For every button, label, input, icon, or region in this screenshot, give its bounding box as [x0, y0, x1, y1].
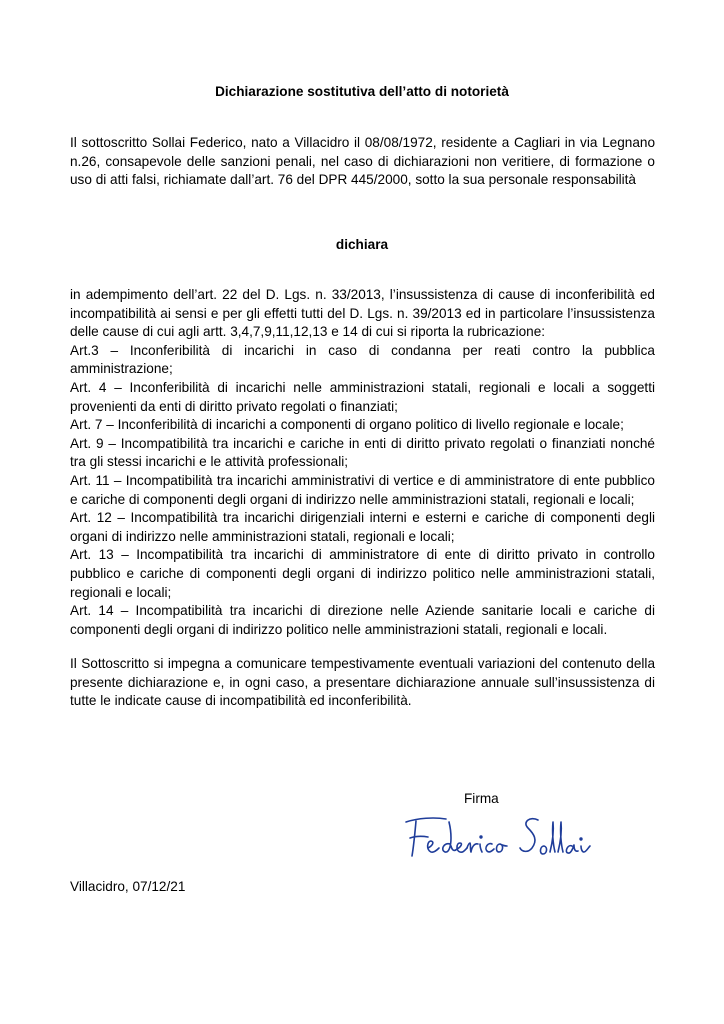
place-and-date: Villacidro, 07/12/21 — [70, 879, 186, 894]
closing-paragraph: Il Sottoscritto si impegna a comunicare tempestivamente eventuali variazioni del contenuto della presente dichiarazione e, in ogni caso, a presentare dichiarazione annuale sull’insussistenza di tutte le indicate cause di incompatibilità ed inconferibilità. — [70, 656, 655, 709]
document-title: Dichiarazione sostitutiva dell’atto di notorietà — [215, 84, 509, 99]
article-item: Art. 7 – Inconferibilità di incarichi a componenti di organo politico di livello regionale e locale; — [70, 417, 624, 433]
handwritten-signature — [398, 808, 598, 870]
body-intro: in adempimento dell’art. 22 del D. Lgs. n. 33/2013, l’insussistenza di cause di inconferibilità ed incompatibilità ai sensi e per gli effetti tutti del D. Lgs. n. 39/2013 ed in particolare l’insussistenza delle cause di cui agli artt. 3,4,7,9,11,12,13 e 14 di cui si riporta la rubricazione: — [70, 287, 655, 340]
article-item: Art. 4 – Inconferibilità di incarichi nelle amministrazioni statali, regionali e locali a soggetti provenienti da enti di diritto privato regolati o finanziati; — [70, 379, 655, 414]
article-item: Art. 14 – Incompatibilità tra incarichi di direzione nelle Aziende sanitarie locali e cariche di componenti degli organi di indirizzo politico nelle amministrazioni statali, regionali e locali. — [70, 603, 655, 637]
signature-label: Firma — [464, 791, 499, 806]
declaration-heading: dichiara — [335, 237, 389, 252]
article-item: Art. 12 – Incompatibilità tra incarichi dirigenziali interni e esterni e cariche di componenti degli organi di indirizzo nelle amministrazioni statali, regionali e locali; — [70, 510, 655, 544]
declaration-body — [70, 286, 655, 639]
intro-paragraph: Il sottoscritto Sollai Federico, nato a Villacidro il 08/08/1972, residente a Cagliari in via Legnano n.26, consapevole delle sanzioni penali, nel caso di dichiarazioni non veritiere, di formazione o uso di atti falsi, richiamate dall’art. 76 del DPR 445/2000, sotto la sua personale responsabilità — [70, 135, 655, 188]
article-item: Art. 9 – Incompatibilità tra incarichi e cariche in enti di diritto privato regolati o finanziati nonché tra gli stessi incarichi e le attività professionali; — [70, 435, 655, 470]
article-item: Art.3 – Inconferibilità di incarichi in caso di condanna per reati contro la pubblica amministrazione; — [70, 342, 655, 377]
article-item: Art. 11 – Incompatibilità tra incarichi amministrativi di vertice e di amministratore di ente pubblico e cariche di componenti degli organi di indirizzo nelle amministrazioni statali, regionali e locali; — [70, 472, 655, 507]
article-item: Art. 13 – Incompatibilità tra incarichi di amministratore di ente di diritto privato in controllo pubblico e cariche di componenti degli organi di indirizzo politico nelle amministrazioni statali, regionali e locali; — [70, 547, 655, 600]
